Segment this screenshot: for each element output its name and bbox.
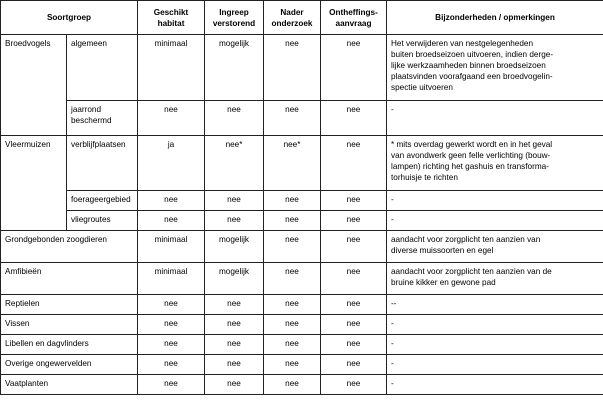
ingreep-cell: mogelijk: [205, 35, 264, 101]
subgroup-cell: algemeen: [67, 35, 138, 101]
habitat-cell: nee: [138, 101, 205, 136]
group-cell: Overige ongewervelden: [1, 355, 138, 375]
ontheffing-cell: nee: [321, 263, 387, 295]
habitat-cell: minimaal: [138, 263, 205, 295]
ingreep-cell: nee: [205, 101, 264, 136]
table-row: [1, 136, 603, 191]
habitat-cell: nee: [138, 375, 205, 395]
table-row: [1, 211, 603, 231]
header-nader-onderzoek: Nader onderzoek: [264, 1, 321, 35]
nader-cell: nee: [264, 35, 321, 101]
ingreep-cell: mogelijk: [205, 231, 264, 263]
table-row: [1, 355, 603, 375]
habitat-cell: nee: [138, 191, 205, 211]
ontheffing-cell: nee: [321, 295, 387, 315]
header-geschikt-habitat: Geschikt habitat: [138, 1, 205, 35]
habitat-cell: nee: [138, 355, 205, 375]
header-row: [1, 1, 603, 35]
table-row: [1, 101, 603, 136]
ingreep-cell: nee: [205, 211, 264, 231]
ontheffing-cell: nee: [321, 315, 387, 335]
ingreep-cell: nee: [205, 315, 264, 335]
nader-cell: nee: [264, 191, 321, 211]
group-cell: Grondgebonden zoogdieren: [1, 231, 138, 263]
header-bijzonderheden: Bijzonderheden / opmerkingen: [387, 1, 603, 35]
nader-cell: nee: [264, 101, 321, 136]
notes-cell: -: [387, 191, 603, 211]
header-soortgroep: Soortgroep: [1, 1, 138, 35]
group-cell: Vaatplanten: [1, 375, 138, 395]
nader-cell: nee*: [264, 136, 321, 191]
notes-cell: -: [387, 375, 603, 395]
subgroup-cell: verblijfplaatsen: [67, 136, 138, 191]
habitat-cell: nee: [138, 315, 205, 335]
ontheffing-cell: nee: [321, 355, 387, 375]
notes-cell: -: [387, 101, 603, 136]
nader-cell: nee: [264, 315, 321, 335]
group-cell: Libellen en dagvlinders: [1, 335, 138, 355]
table-row: [1, 375, 603, 395]
table-row: [1, 315, 603, 335]
notes-cell: -: [387, 335, 603, 355]
nader-cell: nee: [264, 263, 321, 295]
nader-cell: nee: [264, 375, 321, 395]
nader-cell: nee: [264, 295, 321, 315]
ontheffing-cell: nee: [321, 375, 387, 395]
table-row: [1, 35, 603, 101]
group-cell: Reptielen: [1, 295, 138, 315]
notes-cell: --: [387, 295, 603, 315]
group-cell: Vissen: [1, 315, 138, 335]
habitat-cell: nee: [138, 295, 205, 315]
habitat-cell: ja: [138, 136, 205, 191]
nader-cell: nee: [264, 355, 321, 375]
notes-cell: -: [387, 211, 603, 231]
subgroup-cell: foerageergebied: [67, 191, 138, 211]
ontheffing-cell: nee: [321, 211, 387, 231]
table-row: [1, 191, 603, 211]
header-ingreep-verstorend: Ingreep verstorend: [205, 1, 264, 35]
ontheffing-cell: nee: [321, 35, 387, 101]
notes-cell: aandacht voor zorgplicht ten aanzien van de bruine kikker en gewone pad: [387, 263, 603, 295]
ingreep-cell: nee: [205, 355, 264, 375]
ingreep-cell: nee: [205, 191, 264, 211]
habitat-cell: minimaal: [138, 231, 205, 263]
habitat-cell: minimaal: [138, 35, 205, 101]
table-row: [1, 263, 603, 295]
subgroup-cell: jaarrond beschermd: [67, 101, 138, 136]
ingreep-cell: nee: [205, 295, 264, 315]
notes-cell: aandacht voor zorgplicht ten aanzien van diverse muissoorten en egel: [387, 231, 603, 263]
group-cell: Amfibieën: [1, 263, 138, 295]
nader-cell: nee: [264, 335, 321, 355]
ontheffing-cell: nee: [321, 136, 387, 191]
habitat-cell: nee: [138, 211, 205, 231]
table-row: [1, 295, 603, 315]
table-row: [1, 335, 603, 355]
subgroup-cell: vliegroutes: [67, 211, 138, 231]
ingreep-cell: nee*: [205, 136, 264, 191]
notes-cell: Het verwijderen van nestgelegenheden buiten broedseizoen uitvoeren, indien derge- lijke werkzaamheden binnen broedseizoen plaatsvinden voorafgaand een broedvogelin- spectie uitvoeren: [387, 35, 603, 101]
ontheffing-cell: nee: [321, 191, 387, 211]
notes-cell: -: [387, 355, 603, 375]
ingreep-cell: mogelijk: [205, 263, 264, 295]
ontheffing-cell: nee: [321, 335, 387, 355]
notes-cell: -: [387, 315, 603, 335]
ingreep-cell: nee: [205, 375, 264, 395]
header-ontheffingsaanvraag: Ontheffings- aanvraag: [321, 1, 387, 35]
nader-cell: nee: [264, 231, 321, 263]
notes-cell: * mits overdag gewerkt wordt en in het geval van avondwerk geen felle verlichting (bouw- lampen) richting het gashuis en transforma- torhuisje te richten: [387, 136, 603, 191]
ontheffing-cell: nee: [321, 101, 387, 136]
ingreep-cell: nee: [205, 335, 264, 355]
habitat-cell: nee: [138, 335, 205, 355]
group-cell: Broedvogels: [1, 35, 67, 136]
group-cell: Vleermuizen: [1, 136, 67, 231]
nader-cell: nee: [264, 211, 321, 231]
table-row: [1, 231, 603, 263]
ontheffing-cell: nee: [321, 231, 387, 263]
